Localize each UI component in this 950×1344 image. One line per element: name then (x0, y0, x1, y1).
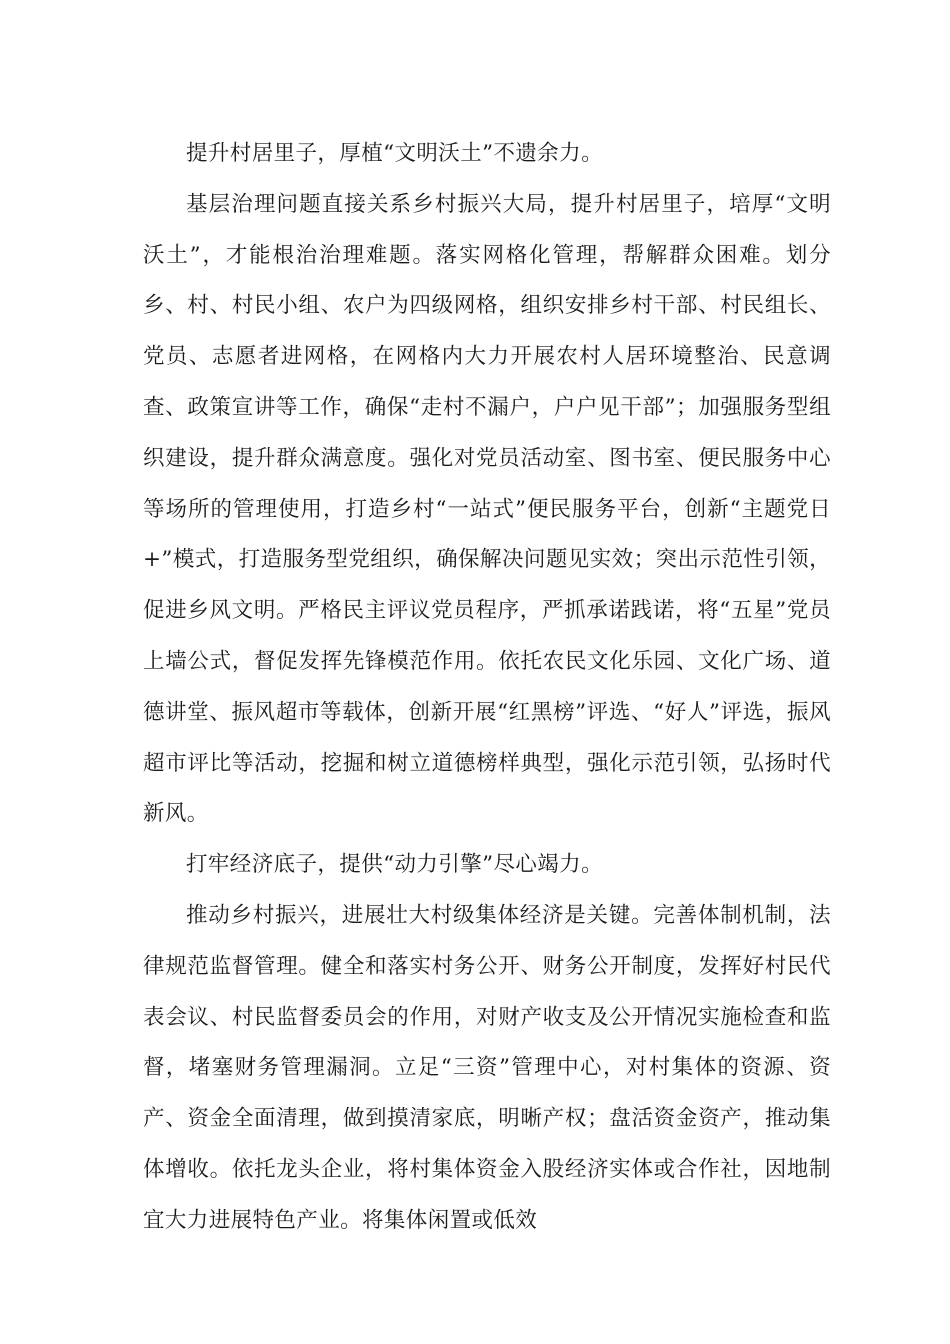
section-heading-economy: 打牢经济底子，提供“动力引擎”尽心竭力。 (186, 852, 603, 878)
section-heading-civility: 提升村居里子，厚植“文明沃土”不遗余力。 (186, 141, 603, 166)
document-body (143, 129, 831, 1247)
paragraph-collective-economy: 推动乡村振兴，进展壮大村级集体经济是关键。完善体制机制，法律规范监督管理。健全和落实村务公开、财务公开制度，发挥好村民代表会议、村民监督委员会的作用，对财产收支及公开情况实施检查和监督，堵塞财务管理漏洞。立足“三资”管理中心，对村集体的资源、资产、资金全面清理，做到摸清家底，明晰产权；盘活资金资产，推动集体增收。依托龙头企业，将村集体资金入股经济实体或合作社，因地制宜大力进展特色产业。将集体闲置或低效 (143, 902, 831, 1233)
paragraph-grassroots-governance: 基层治理问题直接关系乡村振兴大局，提升村居里子，培厚“文明沃土”，才能根治治理难题。落实网格化管理，帮解群众困难。划分乡、村、村民小组、农户为四级网格，组织安排乡村干部、村民组长、党员、志愿者进网格，在网格内大力开展农村人居环境整治、民意调查、政策宣讲等工作，确保“走村不漏户，户户见干部”；加强服务型组织建设，提升群众满意度。强化对党员活动室、图书室、便民服务中心等场所的管理使用，打造乡村“一站式”便民服务平台，创新“主题党日+”模式，打造服务型党组织，确保解决问题见实效；突出示范性引领，促进乡风文明。严格民主评议党员程序，严抓承诺践诺，将“五星”党员上墙公式，督促发挥先锋模范作用。依托农民文化乐园、文化广场、道德讲堂、振风超市等载体，创新开展“红黑榜”评选、“好人”评选，振风超市评比等活动，挖掘和树立道德榜样典型，强化示范引领，弘扬时代新风。 (143, 191, 831, 827)
